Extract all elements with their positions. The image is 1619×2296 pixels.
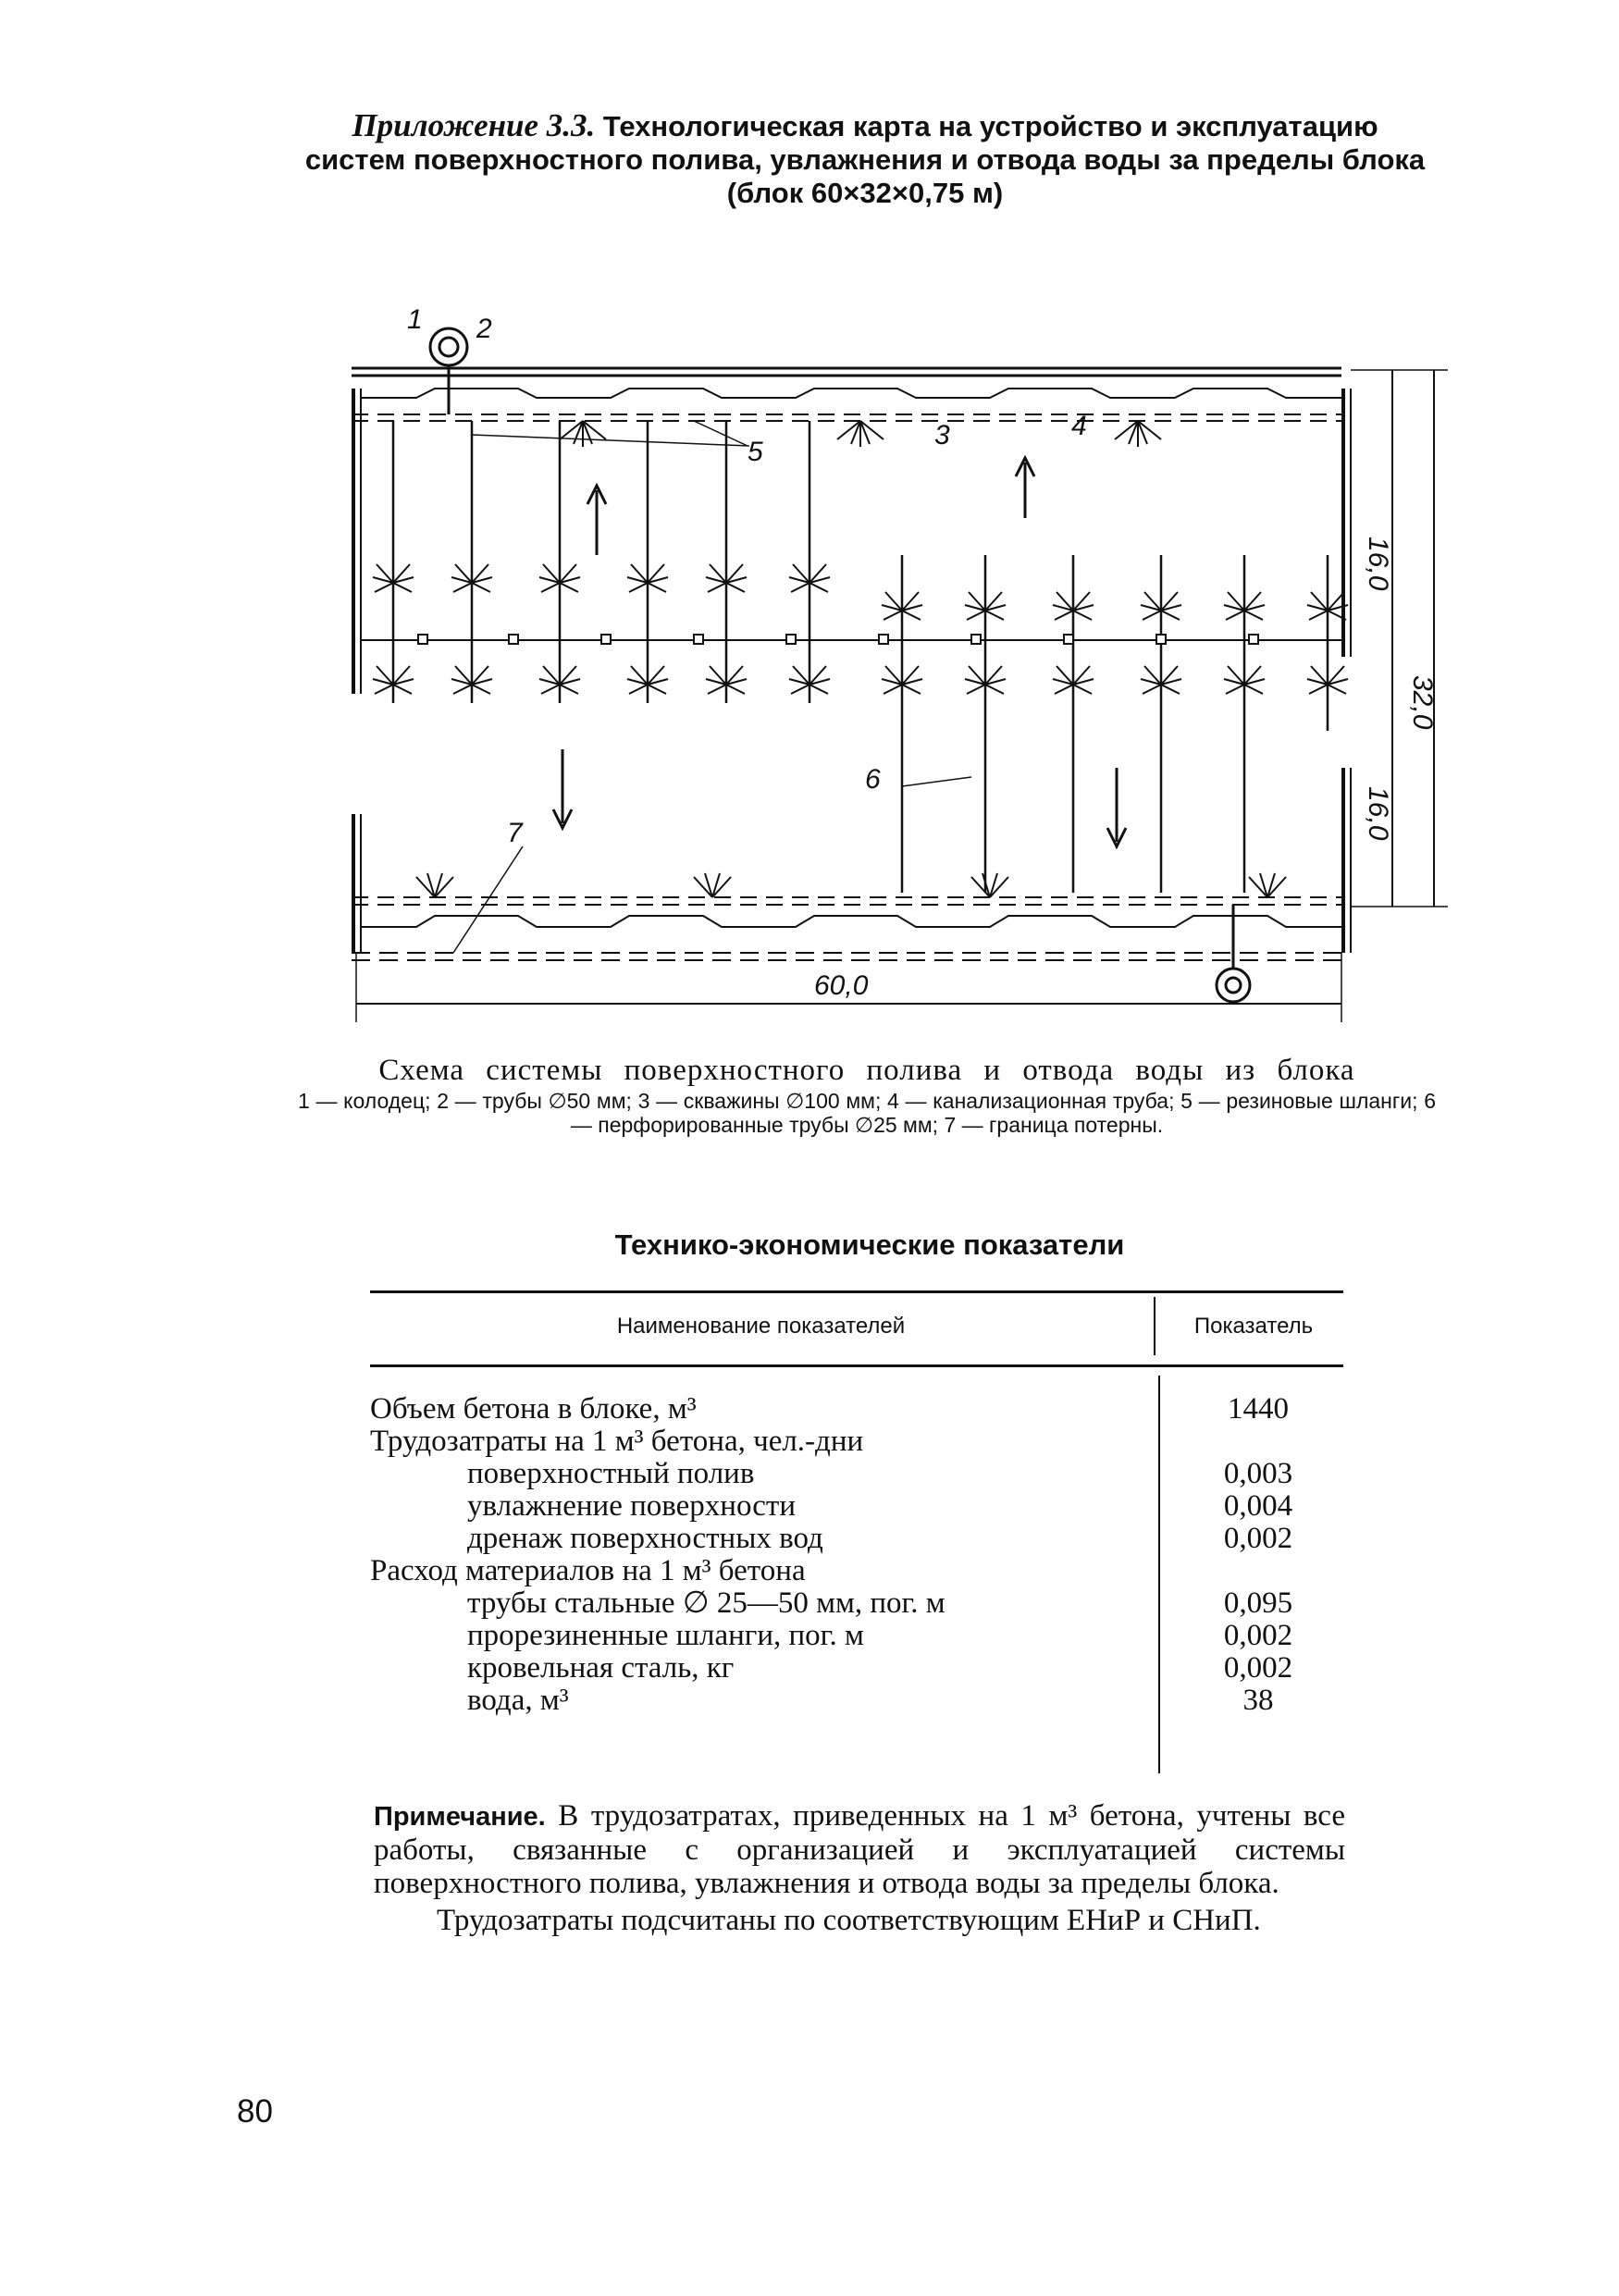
bottom-corrugated-edge bbox=[361, 916, 1341, 927]
header-name: Наименование показателей bbox=[616, 1314, 906, 1339]
row-value: 0,004 bbox=[1223, 1489, 1293, 1523]
table-header-rule bbox=[370, 1364, 1343, 1367]
row-name: увлажнение поверхности bbox=[467, 1489, 796, 1523]
table-body bbox=[370, 1393, 1351, 1717]
flow-arrows bbox=[553, 458, 1126, 846]
table-row bbox=[370, 1620, 1351, 1652]
row-name: Трудозатраты на 1 м³ бетона, чел.-дни bbox=[370, 1425, 864, 1458]
row-name: дренаж поверхностных вод bbox=[467, 1522, 823, 1555]
dim-upper-label: 16,0 bbox=[1363, 537, 1393, 591]
label-6: 6 bbox=[865, 764, 881, 795]
dim-width-label: 60,0 bbox=[814, 970, 869, 1001]
title-line-3: (блок 60×32×0,75 м) bbox=[726, 177, 1004, 209]
table-top-rule bbox=[370, 1290, 1343, 1293]
row-value: 0,003 bbox=[1223, 1457, 1293, 1490]
label-2: 2 bbox=[476, 314, 492, 344]
title-line-2: систем поверхностного полива, увлажнения и отвода воды за пределы блока bbox=[304, 143, 1426, 176]
table-row bbox=[370, 1393, 1351, 1426]
row-value: 0,002 bbox=[1223, 1651, 1293, 1685]
row-value: 1440 bbox=[1228, 1392, 1289, 1426]
note-block bbox=[374, 1799, 1345, 1937]
row-name: кровельная сталь, кг bbox=[467, 1651, 735, 1685]
table-row bbox=[370, 1523, 1351, 1555]
table-row bbox=[370, 1587, 1351, 1620]
irrigation-scheme-diagram bbox=[305, 305, 1462, 1045]
table-row bbox=[370, 1555, 1351, 1587]
header-separator bbox=[1154, 1297, 1156, 1355]
row-name: поверхностный полив bbox=[467, 1457, 755, 1490]
well-top-inner bbox=[439, 338, 458, 356]
row-name: Объем бетона в блоке, м³ bbox=[370, 1392, 697, 1426]
row-name: вода, м³ bbox=[467, 1684, 569, 1717]
label-7: 7 bbox=[507, 818, 523, 848]
label-3: 3 bbox=[934, 420, 950, 451]
diagram-caption bbox=[298, 1052, 1436, 1137]
note-label: Примечание. bbox=[374, 1802, 546, 1832]
label-1: 1 bbox=[407, 305, 423, 335]
top-corrugated-edge bbox=[361, 389, 1341, 398]
table-title: Технико-экономические показатели bbox=[614, 1228, 1125, 1261]
table-row bbox=[370, 1652, 1351, 1685]
well-top-icon bbox=[430, 328, 467, 365]
title-line-1: Технологическая карта на устройство и эксплуатацию bbox=[602, 110, 1378, 142]
row-value: 0,095 bbox=[1223, 1586, 1293, 1620]
row-name: прорезиненные шланги, пог. м bbox=[467, 1619, 864, 1652]
table-row bbox=[370, 1685, 1351, 1717]
label-4: 4 bbox=[1071, 411, 1087, 441]
appendix-number: Приложение 3.3. bbox=[352, 107, 596, 143]
leader-lines bbox=[453, 421, 971, 953]
table-row bbox=[370, 1458, 1351, 1490]
caption-legend: 1 — колодец; 2 — трубы ∅50 мм; 3 — скважины ∅100 мм; 4 — канализационная труба; 5 — резиновые шланги; 6 — перфорированные трубы ∅25 мм; 7 — граница потерны. bbox=[298, 1089, 1436, 1137]
row-value: 0,002 bbox=[1223, 1619, 1293, 1652]
row-value: 38 bbox=[1242, 1684, 1274, 1717]
row-value: 0,002 bbox=[1223, 1522, 1293, 1555]
well-bottom-icon bbox=[1217, 969, 1250, 1002]
label-5: 5 bbox=[748, 437, 763, 467]
dim-lower-label: 16,0 bbox=[1363, 786, 1393, 841]
table-row bbox=[370, 1426, 1351, 1458]
well-bottom-inner bbox=[1226, 978, 1241, 993]
row-name: Расход материалов на 1 м³ бетона bbox=[370, 1554, 806, 1587]
note-text-1: В трудозатратах, приведенных на 1 м³ бетона, учтены все работы, связанные с организацией и эксплуатацией системы поверхностного полива, увлажнения и отвода воды за пределы блока. bbox=[374, 1799, 1345, 1900]
caption-main: Схема системы поверхностного полива и отвода воды из блока bbox=[378, 1054, 1355, 1087]
note-text-2: Трудозатраты подсчитаны по соответствующим ЕНиР и СНиП. bbox=[437, 1904, 1261, 1937]
dim-total-label: 32,0 bbox=[1407, 675, 1438, 730]
page-number: 80 bbox=[237, 2093, 273, 2129]
row-name: трубы стальные ∅ 25—50 мм, пог. м bbox=[467, 1586, 945, 1620]
table-row bbox=[370, 1490, 1351, 1523]
header-value: Показатель bbox=[1193, 1314, 1314, 1339]
appendix-title bbox=[250, 109, 1480, 210]
